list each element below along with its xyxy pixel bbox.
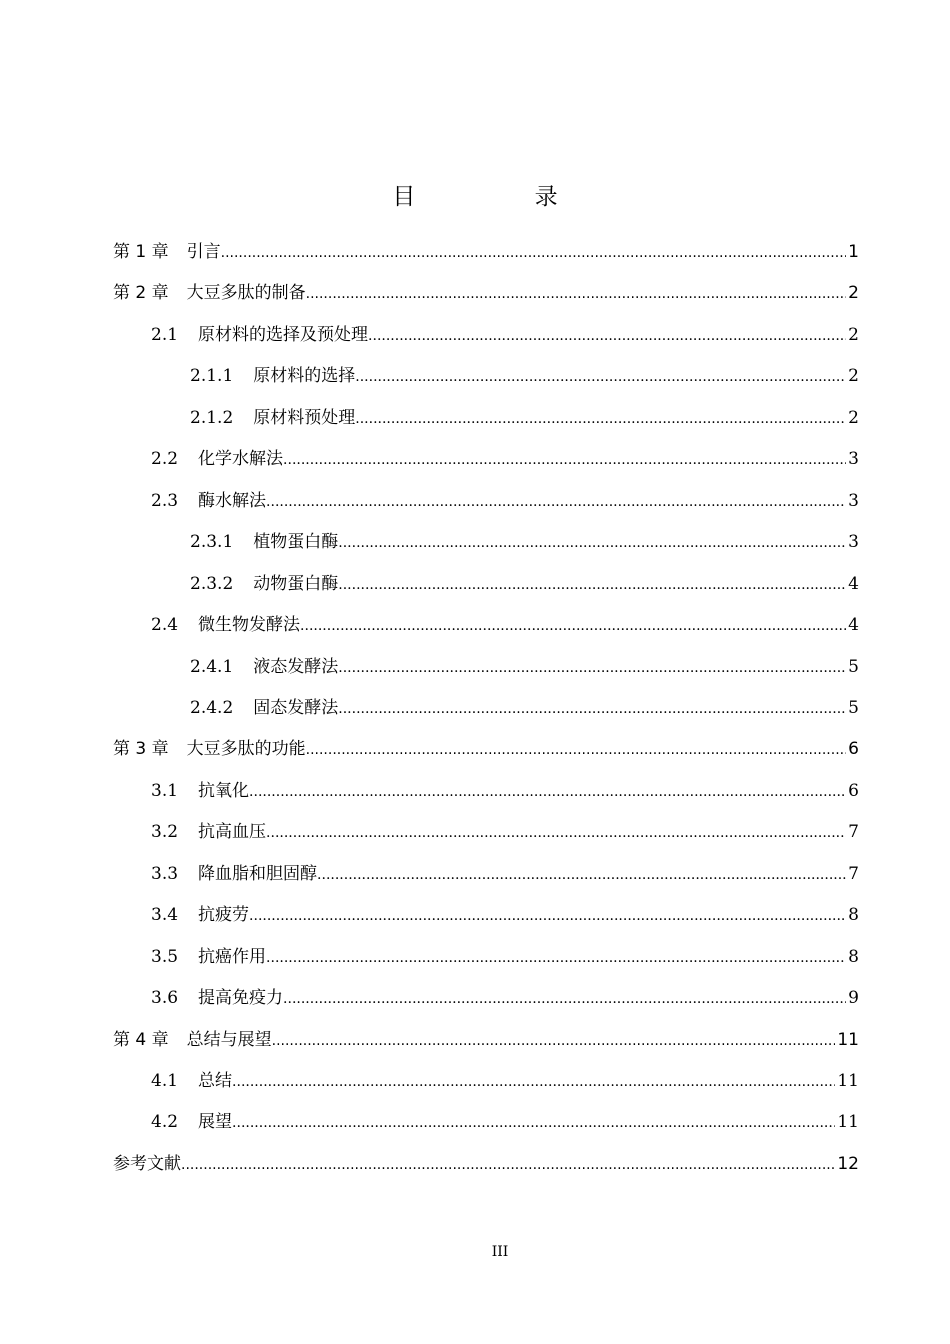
dot-leader bbox=[232, 1111, 835, 1135]
toc-entry[interactable] bbox=[0, 820, 859, 844]
toc-entry-page: 7 bbox=[848, 863, 859, 884]
toc-entry-number: 4.2 bbox=[151, 1112, 179, 1133]
dot-leader bbox=[181, 1153, 835, 1177]
dot-leader bbox=[283, 448, 846, 472]
toc-entry-page: 7 bbox=[848, 822, 859, 843]
toc-entry-title: 原材料的选择 bbox=[253, 366, 356, 387]
toc-entry[interactable] bbox=[0, 945, 859, 969]
toc-entry-page: 4 bbox=[848, 615, 859, 636]
toc-entry-number: 2.3 bbox=[151, 490, 179, 511]
toc-entry-page: 8 bbox=[848, 905, 859, 926]
toc-entry-title: 大豆多肽的功能 bbox=[186, 739, 306, 760]
toc-entry[interactable] bbox=[0, 862, 859, 886]
dot-leader bbox=[306, 282, 847, 306]
toc-entry-title: 固态发酵法 bbox=[253, 697, 339, 718]
dot-leader bbox=[249, 780, 846, 804]
toc-entry-number: 2.4.1 bbox=[190, 656, 234, 677]
toc-entry-title: 抗疲劳 bbox=[198, 905, 250, 926]
toc-entry-title: 微生物发酵法 bbox=[198, 615, 301, 636]
toc-entry-title: 引言 bbox=[186, 242, 221, 262]
toc-entry-page: 3 bbox=[848, 449, 859, 470]
toc-entry-page: 11 bbox=[837, 1029, 859, 1050]
toc-entry-page: 2 bbox=[848, 366, 859, 387]
toc-entry-title: 抗高血压 bbox=[198, 822, 267, 843]
page-number: III bbox=[491, 1244, 509, 1260]
toc-entry-number: 3.1 bbox=[151, 780, 179, 801]
toc-entry[interactable] bbox=[0, 281, 859, 305]
toc-entry-title: 参考文献 bbox=[113, 1153, 181, 1174]
toc-entry-number: 第 2 章 bbox=[113, 283, 169, 304]
toc-entry[interactable] bbox=[0, 655, 859, 679]
toc-entry[interactable] bbox=[0, 613, 859, 637]
toc-entry-page: 11 bbox=[837, 1071, 859, 1091]
toc-entry-page: 2 bbox=[848, 407, 859, 428]
page-title: 目 录 bbox=[392, 184, 614, 210]
toc-entry[interactable] bbox=[0, 489, 859, 513]
toc-entry-number: 2.1.2 bbox=[190, 407, 234, 428]
dot-leader bbox=[317, 863, 846, 887]
dot-leader bbox=[266, 946, 846, 970]
toc-entry[interactable] bbox=[0, 1069, 859, 1093]
toc-entry-title: 动物蛋白酶 bbox=[253, 573, 339, 594]
dot-leader bbox=[368, 324, 846, 348]
toc-entry-number: 3.3 bbox=[151, 863, 179, 884]
toc-entry-title: 总结与展望 bbox=[186, 1029, 272, 1050]
toc-entry-page: 4 bbox=[848, 573, 859, 594]
toc-entry-number: 3.4 bbox=[151, 905, 179, 926]
dot-leader bbox=[338, 697, 846, 721]
toc-entry-page: 11 bbox=[837, 1112, 859, 1133]
toc-entry[interactable] bbox=[0, 1152, 859, 1176]
dot-leader bbox=[355, 407, 846, 431]
toc-entry[interactable] bbox=[0, 447, 859, 471]
toc-entry[interactable] bbox=[0, 1110, 859, 1134]
toc-entry-page: 5 bbox=[848, 656, 859, 677]
toc-entry[interactable] bbox=[0, 364, 859, 388]
toc-entry-page: 2 bbox=[848, 324, 859, 345]
dot-leader bbox=[232, 1070, 835, 1094]
dot-leader bbox=[300, 614, 846, 638]
toc-entry-title: 抗氧化 bbox=[198, 780, 250, 801]
dot-leader bbox=[283, 987, 846, 1011]
toc-entry[interactable] bbox=[0, 986, 859, 1010]
toc-entry[interactable] bbox=[0, 696, 859, 720]
toc-entry-number: 3.6 bbox=[151, 988, 179, 1009]
toc-entry[interactable] bbox=[0, 737, 859, 761]
toc-entry[interactable] bbox=[0, 779, 859, 803]
toc-entry-page: 9 bbox=[848, 988, 859, 1009]
toc-entry-number: 2.1.1 bbox=[190, 366, 234, 387]
toc-entry[interactable] bbox=[0, 1028, 859, 1052]
dot-leader bbox=[221, 241, 847, 265]
toc-entry-page: 6 bbox=[848, 739, 859, 760]
toc-entry-title: 植物蛋白酶 bbox=[253, 532, 339, 553]
dot-leader bbox=[306, 738, 847, 762]
toc-entry-page: 8 bbox=[848, 946, 859, 967]
toc-entry-page: 1 bbox=[848, 242, 859, 262]
toc-entry[interactable] bbox=[0, 530, 859, 554]
toc-entry-number: 2.2 bbox=[151, 449, 179, 470]
toc-entry-title: 降血脂和胆固醇 bbox=[198, 863, 318, 884]
toc-entry-title: 大豆多肽的制备 bbox=[186, 283, 306, 304]
toc-entry-page: 6 bbox=[848, 780, 859, 801]
toc-entry-page: 12 bbox=[837, 1153, 859, 1174]
toc-entry-number: 2.4.2 bbox=[190, 697, 234, 718]
dot-leader bbox=[355, 365, 846, 389]
toc-entry-page: 3 bbox=[848, 532, 859, 553]
toc-entry-title: 化学水解法 bbox=[198, 449, 284, 470]
toc-entry-title: 原材料的选择及预处理 bbox=[198, 324, 369, 345]
toc-entry-number: 第 3 章 bbox=[113, 739, 169, 760]
dot-leader bbox=[272, 1029, 836, 1053]
dot-leader bbox=[338, 656, 846, 680]
toc-entry-number: 第 4 章 bbox=[113, 1029, 169, 1050]
toc-entry-page: 2 bbox=[848, 283, 859, 304]
toc-entry-number: 2.4 bbox=[151, 615, 179, 636]
dot-leader bbox=[338, 531, 846, 555]
toc-entry-title: 原材料预处理 bbox=[253, 407, 356, 428]
toc-entry-title: 酶水解法 bbox=[198, 490, 267, 511]
toc-entry-number: 3.5 bbox=[151, 946, 179, 967]
dot-leader bbox=[266, 490, 846, 514]
toc-entry-title: 抗癌作用 bbox=[198, 946, 267, 967]
toc-entry-number: 第 1 章 bbox=[113, 242, 169, 262]
toc-entry[interactable] bbox=[0, 903, 859, 927]
toc-entry-number: 2.3.1 bbox=[190, 532, 234, 553]
toc-entry-number: 4.1 bbox=[151, 1071, 179, 1091]
toc-entry-number: 2.3.2 bbox=[190, 573, 234, 594]
toc-entry[interactable] bbox=[0, 406, 859, 430]
toc-entry[interactable] bbox=[0, 240, 859, 264]
toc-entry-number: 2.1 bbox=[151, 324, 179, 345]
toc-entry-title: 提高免疫力 bbox=[198, 988, 284, 1009]
dot-leader bbox=[249, 904, 846, 928]
toc-entry[interactable] bbox=[0, 572, 859, 596]
toc-entry-page: 5 bbox=[848, 697, 859, 718]
toc-entry-title: 展望 bbox=[198, 1112, 233, 1133]
dot-leader bbox=[338, 573, 846, 597]
toc-entry[interactable] bbox=[0, 323, 859, 347]
toc-entry-title: 总结 bbox=[198, 1071, 233, 1091]
toc-entry-title: 液态发酵法 bbox=[253, 656, 339, 677]
toc-entry-number: 3.2 bbox=[151, 822, 179, 843]
toc-entry-page: 3 bbox=[848, 490, 859, 511]
dot-leader bbox=[266, 821, 846, 845]
